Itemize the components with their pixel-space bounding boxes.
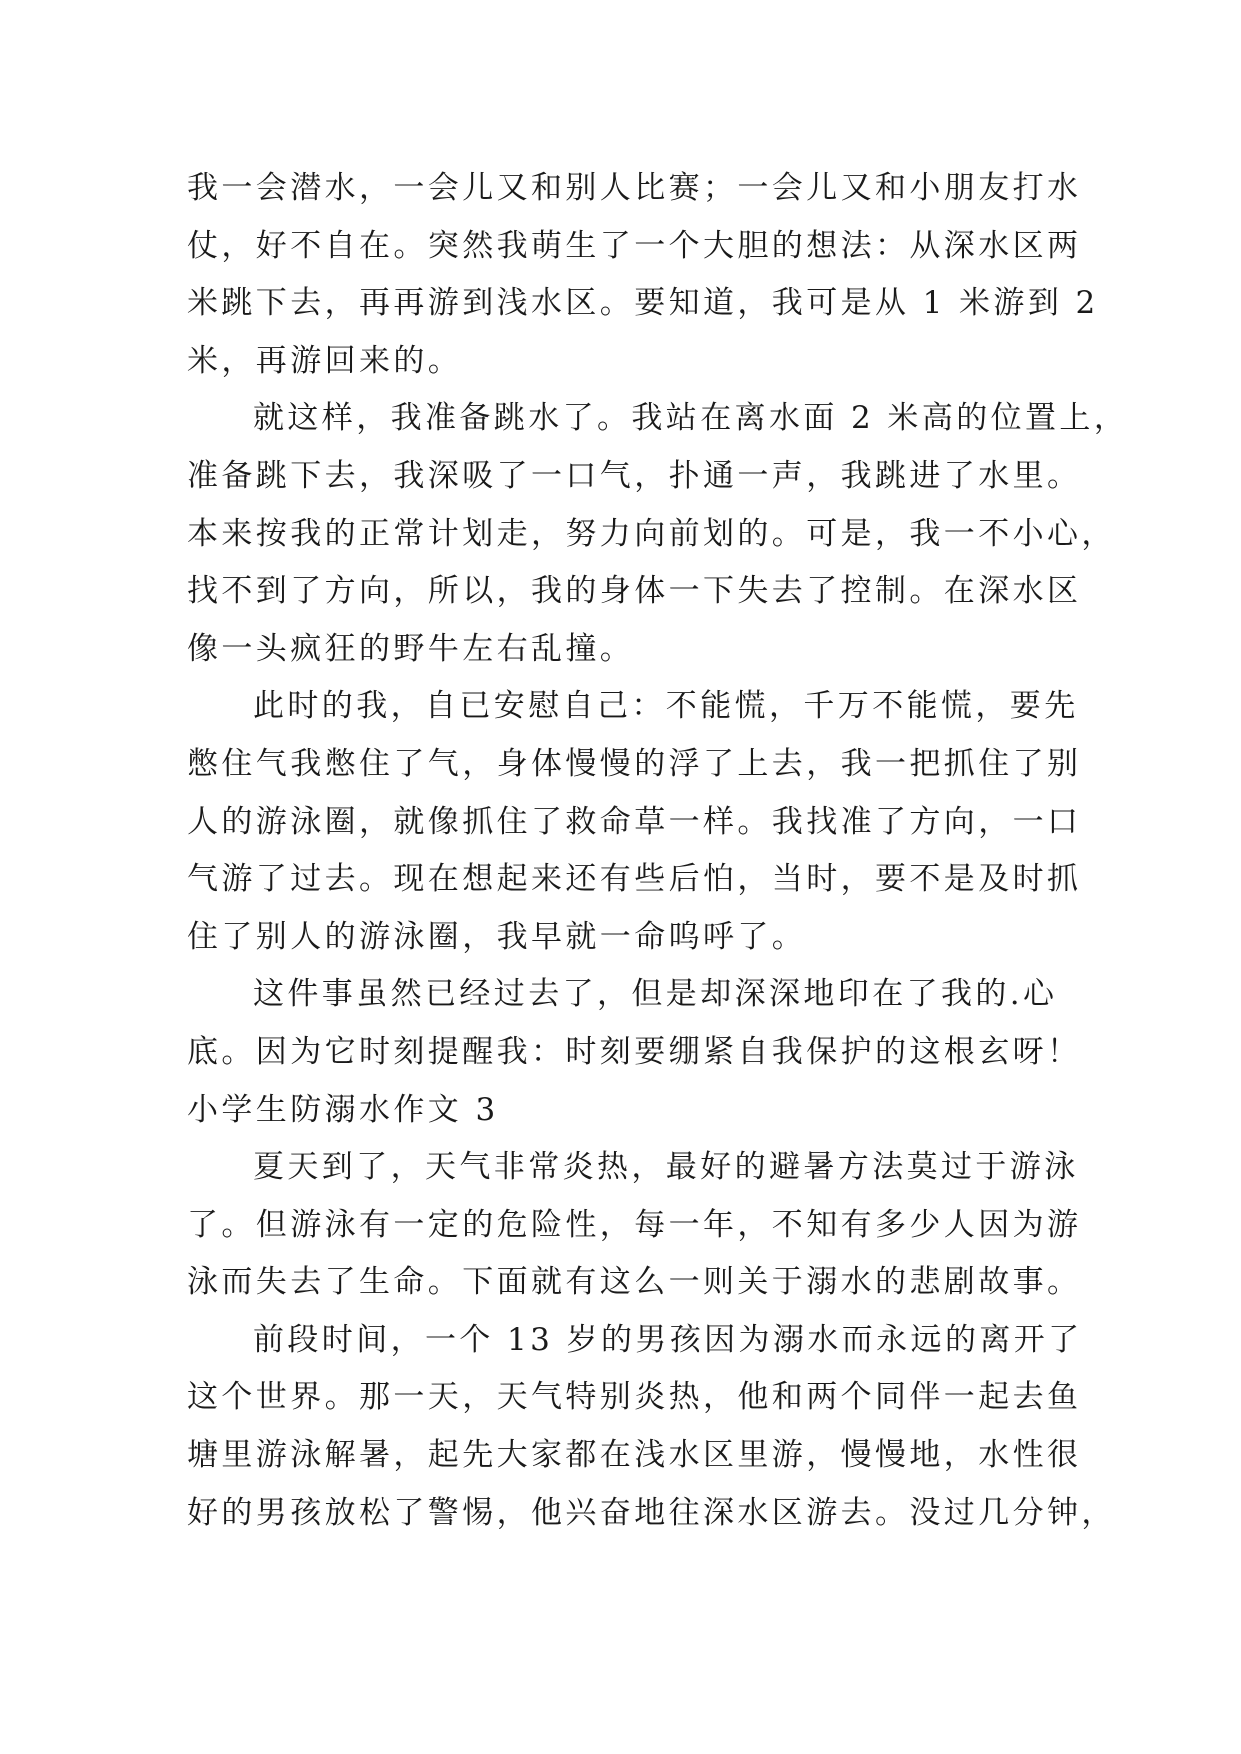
text-line: 米，再游回来的。 <box>187 342 463 379</box>
text-line: 找不到了方向，所以，我的身体一下失去了控制。在深水区 <box>187 573 1082 610</box>
paragraph-first-line: 此时的我，自已安慰自己：不能慌，千万不能慌，要先 <box>253 688 1079 725</box>
text-line: 好的男孩放松了警惕，他兴奋地往深水区游去。没过几分钟， <box>187 1494 1116 1531</box>
body-text <box>187 160 1129 1542</box>
section-heading: 小学生防溺水作文 3 <box>187 1091 499 1128</box>
text-line: 这个世界。那一天，天气特别炎热，他和两个同伴一起去鱼 <box>187 1379 1082 1416</box>
text-line: 底。因为它时刻提醒我：时刻要绷紧自我保护的这根玄呀！ <box>187 1033 1082 1070</box>
text-line: 仗，好不自在。突然我萌生了一个大胆的想法：从深水区两 <box>187 227 1082 264</box>
text-line: 人的游泳圈，就像抓住了救命草一样。我找准了方向，一口 <box>187 803 1082 840</box>
text-line: 气游了过去。现在想起来还有些后怕，当时，要不是及时抓 <box>187 861 1082 898</box>
paragraph-first-line: 夏天到了，天气非常炎热，最好的避暑方法莫过于游泳 <box>253 1149 1079 1186</box>
paragraph-first-line: 就这样，我准备跳水了。我站在离水面 2 米高的位置上， <box>253 400 1129 437</box>
text-line: 憋住气我憋住了气，身体慢慢的浮了上去，我一把抓住了别 <box>187 745 1082 782</box>
text-line: 准备跳下去，我深吸了一口气，扑通一声，我跳进了水里。 <box>187 457 1082 494</box>
paragraph-first-line: 这件事虽然已经过去了，但是却深深地印在了我的.心 <box>253 976 1058 1013</box>
text-line: 泳而失去了生命。下面就有这么一则关于溺水的悲剧故事。 <box>187 1264 1082 1301</box>
text-line: 了。但游泳有一定的危险性，每一年，不知有多少人因为游 <box>187 1206 1082 1243</box>
text-line: 像一头疯狂的野牛左右乱撞。 <box>187 630 635 667</box>
text-line: 本来按我的正常计划走，努力向前划的。可是，我一不小心， <box>187 515 1116 552</box>
text-line: 我一会潜水，一会儿又和别人比赛；一会儿又和小朋友打水 <box>187 170 1082 206</box>
text-line: 住了别人的游泳圈，我早就一命呜呼了。 <box>187 918 807 955</box>
paragraph-first-line: 前段时间，一个 13 岁的男孩因为溺水而永远的离开了 <box>253 1321 1083 1358</box>
text-line: 塘里游泳解暑，起先大家都在浅水区里游，慢慢地，水性很 <box>187 1437 1082 1474</box>
text-line: 米跳下去，再再游到浅水区。要知道，我可是从 1 米游到 2 <box>187 285 1099 322</box>
